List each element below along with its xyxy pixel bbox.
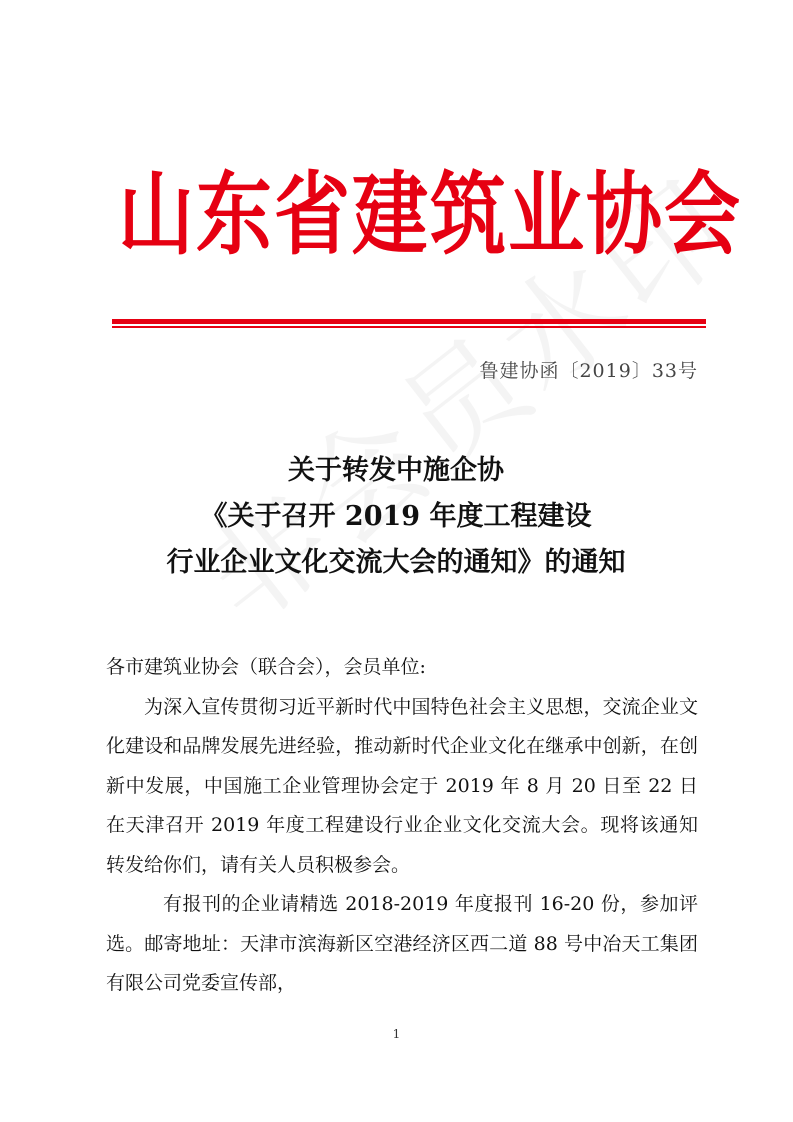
title-line-1: 关于转发中施企协 [288,455,504,486]
body-paragraph-1: 为深入宣传贯彻习近平新时代中国特色社会主义思想，交流企业文化建设和品牌发展先进经验，推动新时代企业文化在继承中创新，在创新中发展，中国施工企业管理协会定于 2019 年 8 月 20 日至 22 日在天津召开 2019 年度工程建设行业企业文化交流大会。现将该通知转发给你们，请有关人员积极参会。 [106,695,698,876]
masthead-divider-thin [112,326,706,328]
masthead-divider [112,319,706,324]
title-line-3: 行业企业文化交流大会的通知》的通知 [166,547,626,578]
masthead-title: 山东省建筑业协会 [118,161,742,267]
body-paragraph-2: 有报刊的企业请精选 2018-2019 年度报刊 16-20 份，参加评选。邮寄地址：天津市滨海新区空港经济区西二道 88 号中冶天工集团有限公司党委宣传部， [106,893,698,994]
title-line-2: 《关于召开 2019 年度工程建设 [200,501,592,532]
document-body [106,648,698,1004]
document-number: 鲁建协函〔2019〕33号 [479,360,698,382]
salutation: 各市建筑业协会（联合会），会员单位: [106,656,426,678]
document-title [96,448,696,586]
page-number: 1 [392,1027,401,1041]
